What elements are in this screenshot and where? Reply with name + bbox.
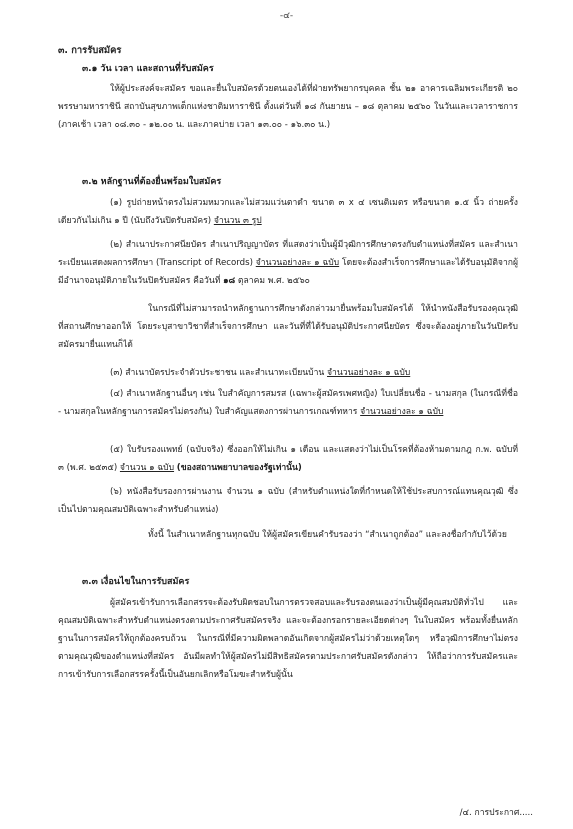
item-2-date: ๑๘ <box>223 276 236 286</box>
item-5-qty: จำนวน ๑ ฉบับ <box>119 463 175 473</box>
certification-note: ทั้งนี้ ในสำเนาหลักฐานทุกฉบับ ให้ผู้สมัครเขียนคำรับรองว่า “สำเนาถูกต้อง” และลงชื่อกำกับไว้ด้วย <box>148 530 507 540</box>
next-page-continuation: /๔. การประกาศ..... <box>459 808 533 818</box>
item-1-qty: จำนวน ๓ รูป <box>213 216 262 226</box>
section-3-1-title: ๓.๑ วัน เวลา และสถานที่รับสมัคร <box>82 64 214 74</box>
item-3 <box>110 364 518 382</box>
item-2-text: (๒) สำเนาประกาศนียบัตร สำเนาปริญญาบัตร ที่แสดงว่าเป็นผู้มีวุฒิการศึกษาตรงกับตำแหน่งที่สมัคร และสำเนาระเบียนแสดงผลการศึกษา (Transcript of Records) <box>58 240 518 268</box>
item-4-qty: จำนวนอย่างละ ๑ ฉบับ <box>360 407 444 417</box>
section-3-3-body: ผู้สมัครเข้ารับการเลือกสรรจะต้องรับผิดชอบในการตรวจสอบและรับรองตนเองว่าเป็นผู้มีคุณสมบัติทั่วไป และคุณสมบัติเฉพาะสำหรับตำแหน่งตรงตามประกาศรับสมัครจริง และจะต้องกรอกรายละเอียดต่างๆ ในใบสมัคร พร้อมทั้งยื่นหลักฐานในการสมัครให้ถูกต้องครบถ้วน ในกรณีที่มีความผิดพลาดอันเกิดจากผู้สมัครไม่ว่าด้วยเหตุใดๆ หรือวุฒิการศึกษาไม่ตรงตามคุณวุฒิของตำแหน่งที่สมัคร อันมีผลทำให้ผู้สมัครไม่มีสิทธิสมัครตามประกาศรับสมัครดังกล่าว ให้ถือว่าการรับสมัครและการเข้ารับการเลือกสรรครั้งนี้เป็นอันยกเลิกหรือโมฆะสำหรับผู้นั้น <box>58 598 518 680</box>
item-5-tail: (ของสถานพยาบาลของรัฐเท่านั้น) <box>176 463 302 473</box>
item-2 <box>58 236 518 290</box>
item-1 <box>58 194 518 230</box>
section-3-3-title: ๓.๓ เงื่อนไขในการรับสมัคร <box>82 577 190 587</box>
item-1-text: (๑) รูปถ่ายหน้าตรงไม่สวมหมวกและไม่สวมแว่นตาดำ ขนาด ๓ x ๔ เซนติเมตร หรือขนาด ๑.๕ นิ้ว ถ่ายครั้งเดียวกันไม่เกิน ๑ ปี (นับถึงวันปิดรับสมัคร) <box>58 198 518 226</box>
item-6: (๖) หนังสือรับรองการผ่านงาน จำนวน ๑ ฉบับ (สำหรับตำแหน่งใดที่กำหนดให้ใช้ประสบการณ์แทนคุณวุฒิ ซึ่งเป็นไปตามคุณสมบัติเฉพาะสำหรับตำแหน่ง) <box>58 487 518 515</box>
item-2-qty: จำนวนอย่างละ ๑ ฉบับ <box>255 258 340 268</box>
item-5 <box>58 441 518 477</box>
section-3-2-title: ๓.๒ หลักฐานที่ต้องยื่นพร้อมใบสมัคร <box>82 177 222 187</box>
item-5-text: (๕) ใบรับรองแพทย์ (ฉบับจริง) ซึ่งออกให้ไม่เกิน ๑ เดือน และแสดงว่าไม่เป็นโรคที่ต้องห้ามตามกฎ ก.พ. ฉบับที่ ๓ (พ.ศ. ๒๕๓๕) <box>58 445 518 473</box>
section-3-1-body: ให้ผู้ประสงค์จะสมัคร ขอและยื่นใบสมัครด้วยตนเองได้ที่ฝ่ายทรัพยากรบุคคล ชั้น ๒๑ อาคารเฉลิมพระเกียรติ ๒๐ พรรษามหาราชินี สถาบันสุขภาพเด็กแห่งชาติมหาราชินี ตั้งแต่วันที่ ๑๘ กันยายน – ๑๘ ตุลาคม ๒๕๖๐ ในวันและเวลาราชการ (ภาคเช้า เวลา ๐๘.๓๐ - ๑๒.๐๐ น. และภาคบ่าย เวลา ๑๓.๐๐ - ๑๖.๓๐ น.) <box>58 84 518 130</box>
item-3-text: (๓) สำเนาบัตรประจำตัวประชาชน และสำเนาทะเบียนบ้าน <box>110 368 325 378</box>
item-3-qty: จำนวนอย่างละ ๑ ฉบับ <box>327 368 411 378</box>
item-4 <box>58 385 518 421</box>
item-2-tail: โดยจะต้องสำเร็จการศึกษาและได้รับอนุมัติจากผู้มีอำนาจอนุมัติภายในวันปิดรับสมัคร คือวันที่ <box>58 258 519 286</box>
page-number: -๔- <box>279 11 294 21</box>
section-3-title: ๓. การรับสมัคร <box>58 45 122 56</box>
item-2-month: ตุลาคม พ.ศ. ๒๕๖๐ <box>237 276 310 286</box>
item-2-note: ในกรณีที่ไม่สามารถนำหลักฐานการศึกษาดังกล่าวมายื่นพร้อมใบสมัครได้ ให้นำหนังสือรับรองคุณวุฒิที่สถานศึกษาออกให้ โดยระบุสาขาวิชาที่สำเร็จการศึกษา และวันที่ที่ได้รับอนุมัติประกาศนียบัตร ซึ่งจะต้องอยู่ภายในวันปิดรับสมัครมายื่นแทนก็ได้ <box>58 304 518 350</box>
item-4-text: (๔) สำเนาหลักฐานอื่นๆ เช่น ใบสำคัญการสมรส (เฉพาะผู้สมัครเพศหญิง) ใบเปลี่ยนชื่อ - นามสกุล (ในกรณีที่ชื่อ - นามสกุลในหลักฐานการสมัครไม่ตรงกัน) ใบสำคัญแสดงการผ่านการเกณฑ์ทหาร <box>58 389 518 417</box>
